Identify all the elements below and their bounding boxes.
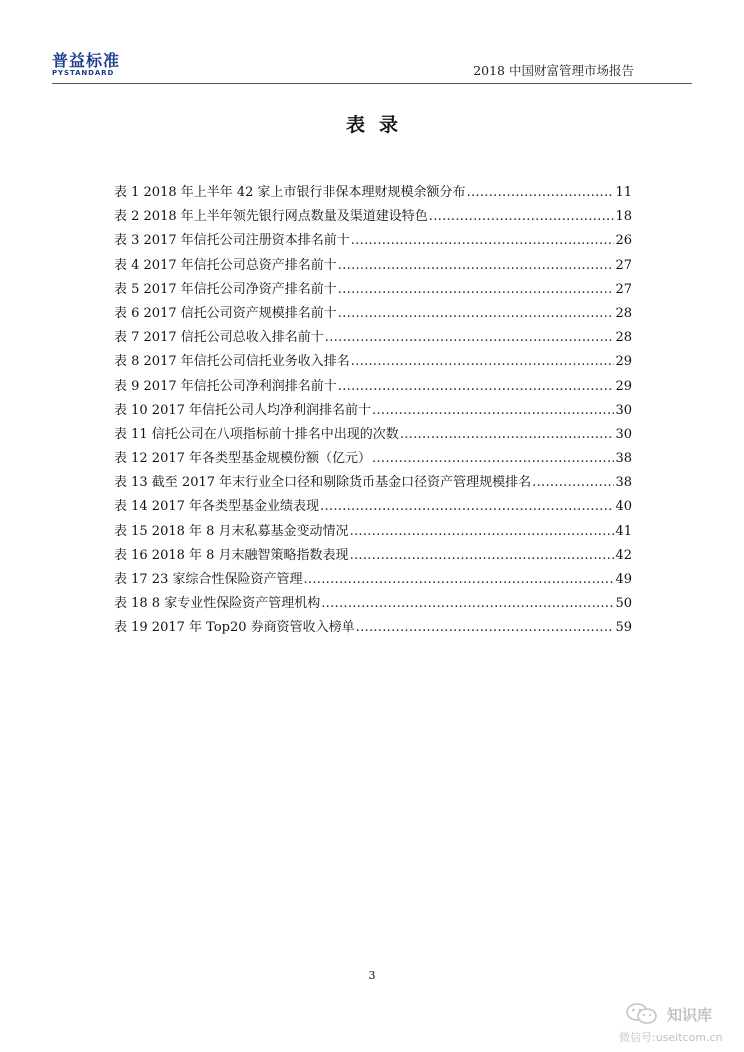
- toc-entry[interactable]: [114, 229, 632, 253]
- wechat-icon: [625, 1003, 659, 1025]
- toc-entry-page: 50: [615, 596, 632, 612]
- toc-entry-page: 29: [615, 354, 632, 370]
- dot-leader: [338, 379, 615, 394]
- toc-entry-label: 表 16 2018 年 8 月末融智策略指数表现: [114, 547, 349, 563]
- toc-entry-page: 30: [615, 402, 632, 418]
- toc-entry[interactable]: [114, 254, 632, 278]
- toc-entry-label: 表 6 2017 信托公司资产规模排名前十: [114, 305, 337, 321]
- dot-leader: [350, 524, 615, 539]
- toc-entry[interactable]: [114, 544, 632, 568]
- toc-entry-page: 42: [615, 547, 632, 563]
- dot-leader: [325, 330, 615, 345]
- toc-entry[interactable]: [114, 568, 632, 592]
- toc-entry-label: 表 1 2018 年上半年 42 家上市银行非保本理财规模余额分布: [114, 185, 466, 200]
- toc-entry-label: 表 11 信托公司在八项指标前十排名中出现的次数: [114, 426, 399, 442]
- toc-entry-label: 表 8 2017 年信托公司信托业务收入排名: [114, 354, 350, 370]
- dot-leader: [467, 185, 615, 200]
- toc-entry-label: 表 18 8 家专业性保险资产管理机构: [114, 596, 321, 612]
- toc-entry-page: 26: [615, 233, 632, 249]
- toc-entry-label: 表 5 2017 年信托公司净资产排名前十: [114, 281, 337, 297]
- dot-leader: [338, 258, 615, 273]
- dot-leader: [350, 548, 615, 563]
- toc-entry-label: 表 2 2018 年上半年领先银行网点数量及渠道建设特色: [114, 209, 428, 225]
- dot-leader: [372, 451, 614, 466]
- toc-entry-label: 表 14 2017 年各类型基金业绩表现: [114, 499, 320, 515]
- logo-english-text: PYSTANDARD: [52, 69, 115, 77]
- dot-leader: [320, 499, 614, 514]
- toc-entry[interactable]: [114, 592, 632, 616]
- watermark: [619, 1003, 734, 1047]
- toc-entry-page: 49: [615, 572, 632, 587]
- toc-entry-page: 11: [615, 185, 632, 200]
- dot-leader: [400, 427, 615, 442]
- logo-chinese-text: 普益标准: [52, 51, 121, 70]
- pystandard-logo: [52, 52, 132, 78]
- toc-entry-label: 表 13 截至 2017 年末行业全口径和剔除货币基金口径资产管理规模排名: [114, 475, 532, 491]
- toc-entry-page: 28: [615, 330, 632, 346]
- watermark-text: 知识库: [667, 1006, 713, 1024]
- toc-entry-page: 41: [615, 523, 632, 539]
- dot-leader: [338, 282, 615, 297]
- dot-leader: [429, 209, 615, 224]
- toc-entry[interactable]: [114, 423, 632, 447]
- toc-entry[interactable]: [114, 350, 632, 374]
- toc-entry[interactable]: [114, 520, 632, 544]
- toc-entry[interactable]: [114, 278, 632, 302]
- report-title: 2018 中国财富管理市场报告: [473, 63, 634, 78]
- toc-entry-page: 18: [615, 209, 632, 225]
- dot-leader: [372, 403, 614, 418]
- toc-entry-page: 27: [615, 281, 632, 297]
- toc-entry-page: 28: [615, 305, 632, 321]
- toc-entry[interactable]: [114, 447, 632, 471]
- toc-entry-label: 表 10 2017 年信托公司人均净利润排名前十: [114, 402, 372, 418]
- toc-entry-label: 表 15 2018 年 8 月末私募基金变动情况: [114, 523, 349, 539]
- toc-entry-label: 表 19 2017 年 Top20 券商资管收入榜单: [114, 620, 355, 636]
- dot-leader: [532, 475, 614, 490]
- toc-entry-page: 29: [615, 378, 632, 394]
- toc-entry-page: 59: [615, 620, 632, 636]
- dot-leader: [351, 233, 615, 248]
- header-divider: [52, 83, 692, 84]
- toc-entry-label: 表 17 23 家综合性保险资产管理: [114, 572, 303, 587]
- toc-entry[interactable]: [114, 471, 632, 495]
- toc-entry-page: 40: [615, 499, 632, 515]
- toc-entry[interactable]: [114, 616, 632, 640]
- toc-entry[interactable]: [114, 181, 632, 205]
- toc-entry-page: 38: [615, 475, 632, 491]
- page-header: [0, 0, 744, 90]
- toc-entry-page: 27: [615, 257, 632, 273]
- dot-leader: [321, 596, 614, 611]
- watermark-subtext: 微信号:useitcom.cn: [619, 1031, 723, 1044]
- dot-leader: [303, 572, 614, 587]
- dot-leader: [351, 354, 615, 369]
- toc-entry-label: 表 12 2017 年各类型基金规模份额（亿元）: [114, 451, 372, 467]
- toc-entry[interactable]: [114, 205, 632, 229]
- toc-entry-page: 30: [615, 426, 632, 442]
- toc-entry-label: 表 3 2017 年信托公司注册资本排名前十: [114, 233, 350, 249]
- toc-entry[interactable]: [114, 495, 632, 519]
- page-number: 3: [368, 969, 376, 982]
- toc-entry-label: 表 7 2017 信托公司总收入排名前十: [114, 330, 324, 346]
- toc-entry-label: 表 9 2017 年信托公司净利润排名前十: [114, 378, 337, 394]
- table-of-tables: [114, 181, 632, 641]
- dot-leader: [356, 620, 615, 635]
- toc-entry-label: 表 4 2017 年信托公司总资产排名前十: [114, 257, 337, 273]
- toc-entry-page: 38: [615, 451, 632, 467]
- toc-entry[interactable]: [114, 302, 632, 326]
- toc-entry[interactable]: [114, 375, 632, 399]
- list-of-tables-title: 表录: [345, 114, 412, 136]
- toc-entry[interactable]: [114, 399, 632, 423]
- toc-entry[interactable]: [114, 326, 632, 350]
- dot-leader: [338, 306, 615, 321]
